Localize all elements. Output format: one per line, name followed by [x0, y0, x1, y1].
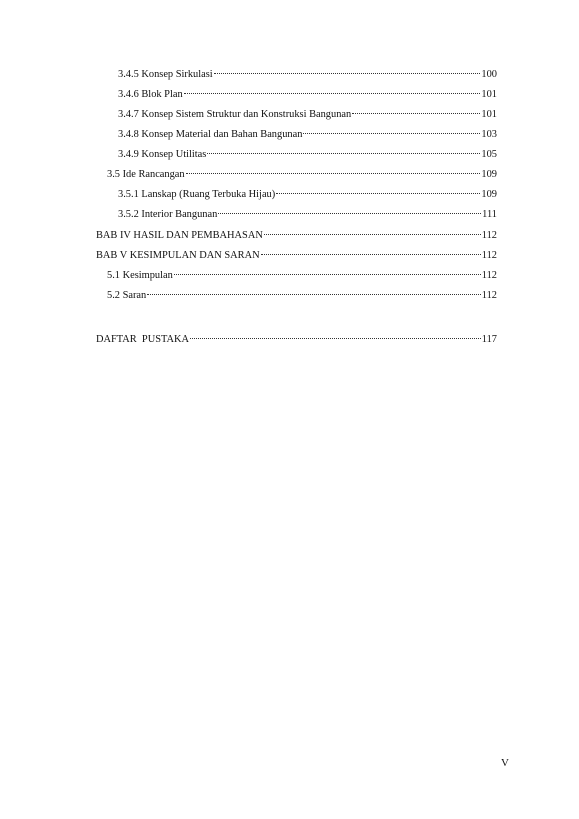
- toc-entry[interactable]: [96, 332, 497, 348]
- dot-leader: [352, 112, 480, 114]
- toc-entry-title: DAFTAR PUSTAKA: [96, 334, 190, 345]
- toc-entry-page: 111: [482, 209, 497, 220]
- toc-entry-title: 3.5.2 Interior Bangunan: [118, 209, 218, 220]
- toc-entry-page: 101: [481, 109, 497, 120]
- dot-leader: [174, 273, 481, 275]
- page-number: V: [501, 757, 509, 769]
- dot-leader: [207, 152, 480, 154]
- dot-leader: [214, 72, 481, 74]
- toc-entry-title: 3.5.1 Lanskap (Ruang Terbuka Hijau): [118, 189, 276, 200]
- dot-leader: [276, 192, 480, 194]
- dot-leader: [218, 212, 481, 214]
- toc-entry-page: 109: [481, 189, 497, 200]
- toc-entry-title: 3.4.8 Konsep Material dan Bahan Bangunan: [118, 129, 303, 140]
- toc-entry[interactable]: [118, 207, 497, 223]
- toc-entry-title: 3.4.5 Konsep Sirkulasi: [118, 69, 213, 80]
- toc-entry-title: BAB IV HASIL DAN PEMBAHASAN: [96, 230, 263, 241]
- toc-entry-page: 112: [481, 290, 497, 301]
- toc-entry[interactable]: [118, 87, 497, 103]
- toc-entry-page: 100: [481, 69, 497, 80]
- toc-entry[interactable]: [107, 268, 497, 284]
- toc-entry-page: 112: [481, 250, 497, 261]
- toc-entry-title: BAB V KESIMPULAN DAN SARAN: [96, 250, 260, 261]
- toc-entry-title: 3.4.7 Konsep Sistem Struktur dan Konstruksi Bangunan: [118, 109, 352, 120]
- toc-entry[interactable]: [118, 187, 497, 203]
- dot-leader: [264, 233, 481, 235]
- toc-entry-title: 3.5 Ide Rancangan: [107, 169, 185, 180]
- toc-entry[interactable]: [118, 127, 497, 143]
- dot-leader: [261, 253, 481, 255]
- toc-entry-title: 3.4.9 Konsep Utilitas: [118, 149, 207, 160]
- toc-entry-title: 5.1 Kesimpulan: [107, 270, 173, 281]
- toc-entry[interactable]: [107, 167, 497, 183]
- toc-entry-page: 112: [481, 230, 497, 241]
- toc-entry-page: 109: [481, 169, 497, 180]
- toc-entry-title: 3.4.6 Blok Plan: [118, 89, 183, 100]
- toc-entry-page: 112: [481, 270, 497, 281]
- dot-leader: [147, 293, 481, 295]
- toc-entry-page: 101: [481, 89, 497, 100]
- toc-entry-page: 117: [481, 334, 497, 345]
- toc-entry[interactable]: [118, 147, 497, 163]
- toc-entry-page: 103: [481, 129, 497, 140]
- toc-entry[interactable]: [96, 228, 497, 244]
- toc-entry[interactable]: [118, 67, 497, 83]
- toc-entry-page: 105: [481, 149, 497, 160]
- toc-entry[interactable]: [96, 248, 497, 264]
- toc-entry[interactable]: [107, 288, 497, 304]
- dot-leader: [303, 132, 480, 134]
- toc-entry-title: 5.2 Saran: [107, 290, 147, 301]
- dot-leader: [184, 92, 481, 94]
- dot-leader: [190, 337, 481, 339]
- dot-leader: [186, 172, 481, 174]
- toc-entry[interactable]: [118, 107, 497, 123]
